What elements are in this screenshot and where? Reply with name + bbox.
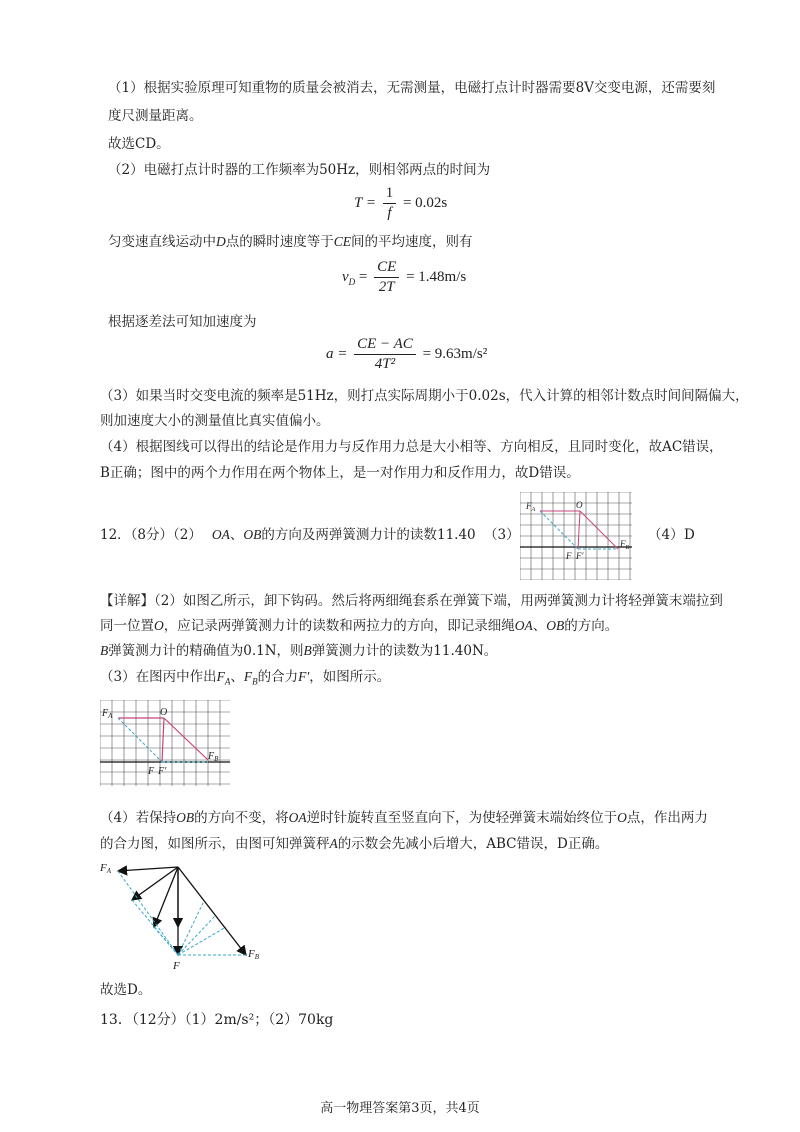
eq1-lhs: T = bbox=[354, 194, 376, 211]
label-f: F bbox=[566, 551, 572, 561]
equation-velocity bbox=[342, 258, 466, 297]
page-footer: 高一物理答案第3页，共4页 bbox=[320, 1101, 480, 1116]
eq2-sub: D bbox=[348, 276, 356, 287]
var-a: A bbox=[329, 836, 338, 851]
var-oa: OA bbox=[211, 527, 230, 542]
text: 弹簧测力计的精确值为0.1N，则 bbox=[108, 643, 304, 659]
para3-line2: 则加速度大小的测量值比真实值偏小。 bbox=[100, 413, 330, 429]
label-o: O bbox=[160, 707, 168, 718]
text: 间的平均速度，则有 bbox=[351, 234, 473, 250]
para5-line2 bbox=[100, 834, 608, 854]
force-grid-figure-small bbox=[520, 492, 632, 580]
force-fa-arrow bbox=[118, 867, 178, 871]
para4-line2: B正确；图中的两个力作用在两个物体上，是一对作用力和反作用力，故D错误。 bbox=[100, 465, 580, 481]
text: ，应记录两弹簧测力计的读数和两拉力的方向，即记录细绳 bbox=[163, 618, 515, 634]
label-fa: $F_A$ bbox=[526, 501, 536, 513]
para1-line3: 故选CD。 bbox=[108, 136, 170, 152]
text: 、 bbox=[532, 618, 547, 634]
eq2-eq: = bbox=[358, 268, 368, 285]
para2-line1: （2）电磁打点计时器的工作频率为50Hz，则相邻两点的时间为 bbox=[108, 162, 491, 178]
label-f-prime: F′ bbox=[576, 551, 584, 561]
force-fb-arrow bbox=[178, 867, 246, 955]
detail-line4 bbox=[100, 667, 390, 692]
var-oa: OA bbox=[288, 810, 307, 825]
var-ce: CE bbox=[333, 234, 352, 249]
parallelogram-edge bbox=[540, 511, 578, 549]
label-fb: $F_B$ bbox=[208, 751, 219, 763]
text: 的方向。 bbox=[564, 618, 619, 634]
eq1-rhs: = 0.02s bbox=[402, 194, 448, 211]
eq3-num: CE − AC bbox=[354, 335, 416, 355]
text: 点的瞬时速度等于 bbox=[225, 234, 334, 250]
eq3-rhs: = 9.63m/s² bbox=[422, 345, 488, 362]
eq1-frac bbox=[383, 184, 397, 223]
para3-line1: （3）如果当时交变电流的频率是51Hz，则打点实际周期小于0.02s，代入计算的相邻计数点时间间隔偏大， bbox=[100, 388, 749, 404]
text: （4）若保持 bbox=[100, 810, 177, 826]
q12-part4: （4） bbox=[648, 527, 684, 543]
var-ob: OB bbox=[176, 810, 195, 825]
text: 匀变速直线运动中 bbox=[108, 234, 216, 250]
var-o: O bbox=[617, 810, 627, 825]
text: （3）在图丙中作出 bbox=[100, 669, 217, 685]
resultant-f bbox=[162, 718, 164, 762]
text: 的合力 bbox=[257, 669, 299, 685]
force-rotation-diagram bbox=[96, 855, 266, 975]
text: 同一位置 bbox=[100, 618, 154, 634]
text: 的示数会先减小后增大，ABC错误，D正确。 bbox=[337, 836, 609, 852]
para5-line1 bbox=[100, 808, 708, 828]
eq2-lhs: v bbox=[342, 268, 349, 285]
q12-answer-line bbox=[100, 525, 437, 545]
eq2-frac bbox=[374, 258, 399, 297]
resultant-f bbox=[578, 511, 580, 549]
label-fb: $F_B$ bbox=[620, 539, 630, 551]
q12-value: 11.40 bbox=[437, 527, 476, 543]
q12-answer-d: D bbox=[684, 527, 695, 543]
q12-head: 12．（8分）（2） bbox=[100, 527, 202, 543]
q12-mid: 的方向及两弹簧测力计的读数 bbox=[261, 527, 437, 543]
label-f: F bbox=[173, 960, 180, 972]
q13-answer: 13．（12分）（1）2m/s²；（2）70kg bbox=[100, 1012, 334, 1028]
q12-part3: （3） bbox=[484, 527, 520, 543]
detail-line1: 【详解】（2）如图乙所示，卸下钩码。然后将两细绳套系在弹簧下端，用两弹簧测力计将轻弹簧末端拉到 bbox=[100, 593, 723, 609]
sep: 、 bbox=[229, 527, 244, 543]
para2-line2 bbox=[108, 232, 473, 252]
var-b: B bbox=[100, 643, 109, 658]
eq3-lhs: a = bbox=[326, 345, 348, 362]
equation-period bbox=[354, 184, 447, 223]
var-ob: OB bbox=[243, 527, 262, 542]
eq2-rhs: = 1.48m/s bbox=[406, 268, 467, 285]
para1-line1: （1）根据实验原理可知重物的质量会被消去，无需测量，电磁打点计时器需要8V交变电源，还需要刻 bbox=[108, 80, 716, 96]
text: 、 bbox=[230, 669, 244, 685]
sub-b: B bbox=[252, 676, 258, 687]
parallelogram-edge bbox=[118, 718, 162, 762]
detail-line3 bbox=[100, 641, 497, 661]
eq1-den: f bbox=[387, 205, 392, 221]
text: 点，作出两力 bbox=[626, 810, 708, 826]
var-fprime: F′ bbox=[298, 669, 310, 684]
text: 的合力图，如图所示，由图可知弹簧秤 bbox=[100, 836, 330, 852]
label-f: F bbox=[148, 766, 155, 777]
label-fb: FB bbox=[248, 948, 260, 961]
para4-line1: （4）根据图线可以得出的结论是作用力与反作用力总是大小相等、方向相反，且同时变化，故AC错误， bbox=[100, 439, 723, 455]
detail-line2 bbox=[100, 616, 618, 636]
text: 的方向不变，将 bbox=[194, 810, 289, 826]
para2-line3: 根据逐差法可知加速度为 bbox=[108, 314, 257, 330]
var-b: B bbox=[303, 643, 312, 658]
var-f: F bbox=[216, 669, 225, 684]
var-oa: OA bbox=[514, 618, 533, 633]
label-o: O bbox=[576, 500, 583, 510]
text: 逆时针旋转直至竖直向下，为使轻弹簧末端始终位于 bbox=[306, 810, 618, 826]
eq3-den: 4T² bbox=[374, 356, 396, 372]
text: ，如图所示。 bbox=[309, 669, 391, 685]
var-f: F bbox=[243, 669, 253, 684]
var-ob: OB bbox=[546, 618, 565, 633]
dashed-construction-lines bbox=[118, 871, 246, 955]
force-grid-figure-large bbox=[100, 700, 230, 786]
eq3-frac bbox=[354, 335, 416, 374]
text: 弹簧测力计的读数为11.40N。 bbox=[311, 643, 498, 659]
para5-line3: 故选D。 bbox=[100, 982, 152, 998]
label-fa: FA bbox=[100, 862, 112, 875]
var-o: O bbox=[154, 618, 164, 633]
eq2-den: 2T bbox=[378, 279, 395, 295]
label-f-prime: F′ bbox=[158, 766, 167, 777]
eq2-num: CE bbox=[374, 258, 399, 278]
var-d: D bbox=[216, 234, 226, 249]
sub-a: A bbox=[224, 676, 231, 687]
para1-line2: 度尺测量距离。 bbox=[108, 108, 203, 124]
eq1-num: 1 bbox=[383, 184, 397, 204]
equation-acceleration bbox=[326, 335, 487, 374]
label-fa: $F_A$ bbox=[102, 708, 113, 720]
